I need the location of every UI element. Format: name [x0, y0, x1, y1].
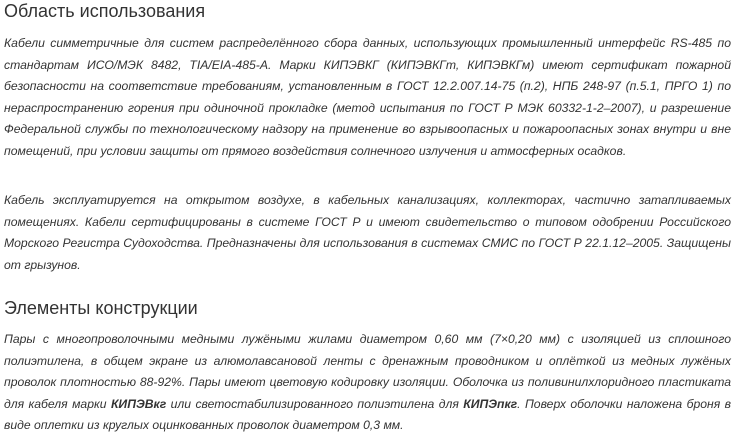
cable-brand-kipepkg: КИПЭпкг — [463, 396, 518, 411]
cable-brand-kipevkg: КИПЭВкг — [110, 396, 167, 411]
construction-text-segment: . Поверх оболочки наложена броня в виде оплетки из круглых оцинкованных проволок диаметром 0,3 мм. — [4, 396, 731, 433]
usage-paragraph-2: Кабель эксплуатируется на открытом воздухе, в кабельных канализациях, коллекторах, частично затапливаемых помещениях. Кабели сертифицированы в системе ГОСТ Р и имеют свидетельство о типовом одобрении Российского Морского Регистра Судоходства. Предназначены для использования в системах СМИС по ГОСТ Р 22.1.12–2005. Защищены от грызунов. — [4, 193, 731, 272]
construction-text-segment: или светостабилизированного полиэтилена для — [166, 396, 464, 411]
construction-text-segment: Пары с многопроволочными медными лужёными жилами диаметром 0,60 мм (7×0,20 мм) с изоляцией из сплошного полиэтилена, в общем экране из алюмолавсановой ленты с дренажным проводником и оплёткой из медных лужёных проволок плотностью 88-92%. Пары имеют цветовую кодировку изоляции. Оболочка из поливинилхлоридного пластиката для кабеля марки — [4, 332, 731, 411]
section-title-usage: Область использования — [4, 1, 206, 21]
section-title-construction: Элементы конструкции — [4, 298, 198, 318]
construction-paragraph — [4, 329, 731, 437]
usage-paragraph-1: Кабели симметричные для систем распределённого сбора данных, использующих промышленный интерфейс RS-485 по стандартам ИСО/МЭК 8482, TIA/EIA-485-A. Марки КИПЭВКГ (КИПЭВКГт, КИПЭВКГм) имеют сертификат пожарной безопасности на соответствие требованиям, установленным в ГОСТ 12.2.007.14-75 (п.2), НПБ 248-97 (п.5.1, ПРГО 1) по нераспространению горения при одиночной прокладке (метод испытания по ГОСТ Р МЭК 60332-1-2–2007), и разрешение Федеральной службы по технологическому надзору на применение во взрывоопасных и пожароопасных зонах внутри и вне помещений, при условии защиты от прямого воздействия солнечного излучения и атмосферных осадков. — [4, 36, 731, 158]
